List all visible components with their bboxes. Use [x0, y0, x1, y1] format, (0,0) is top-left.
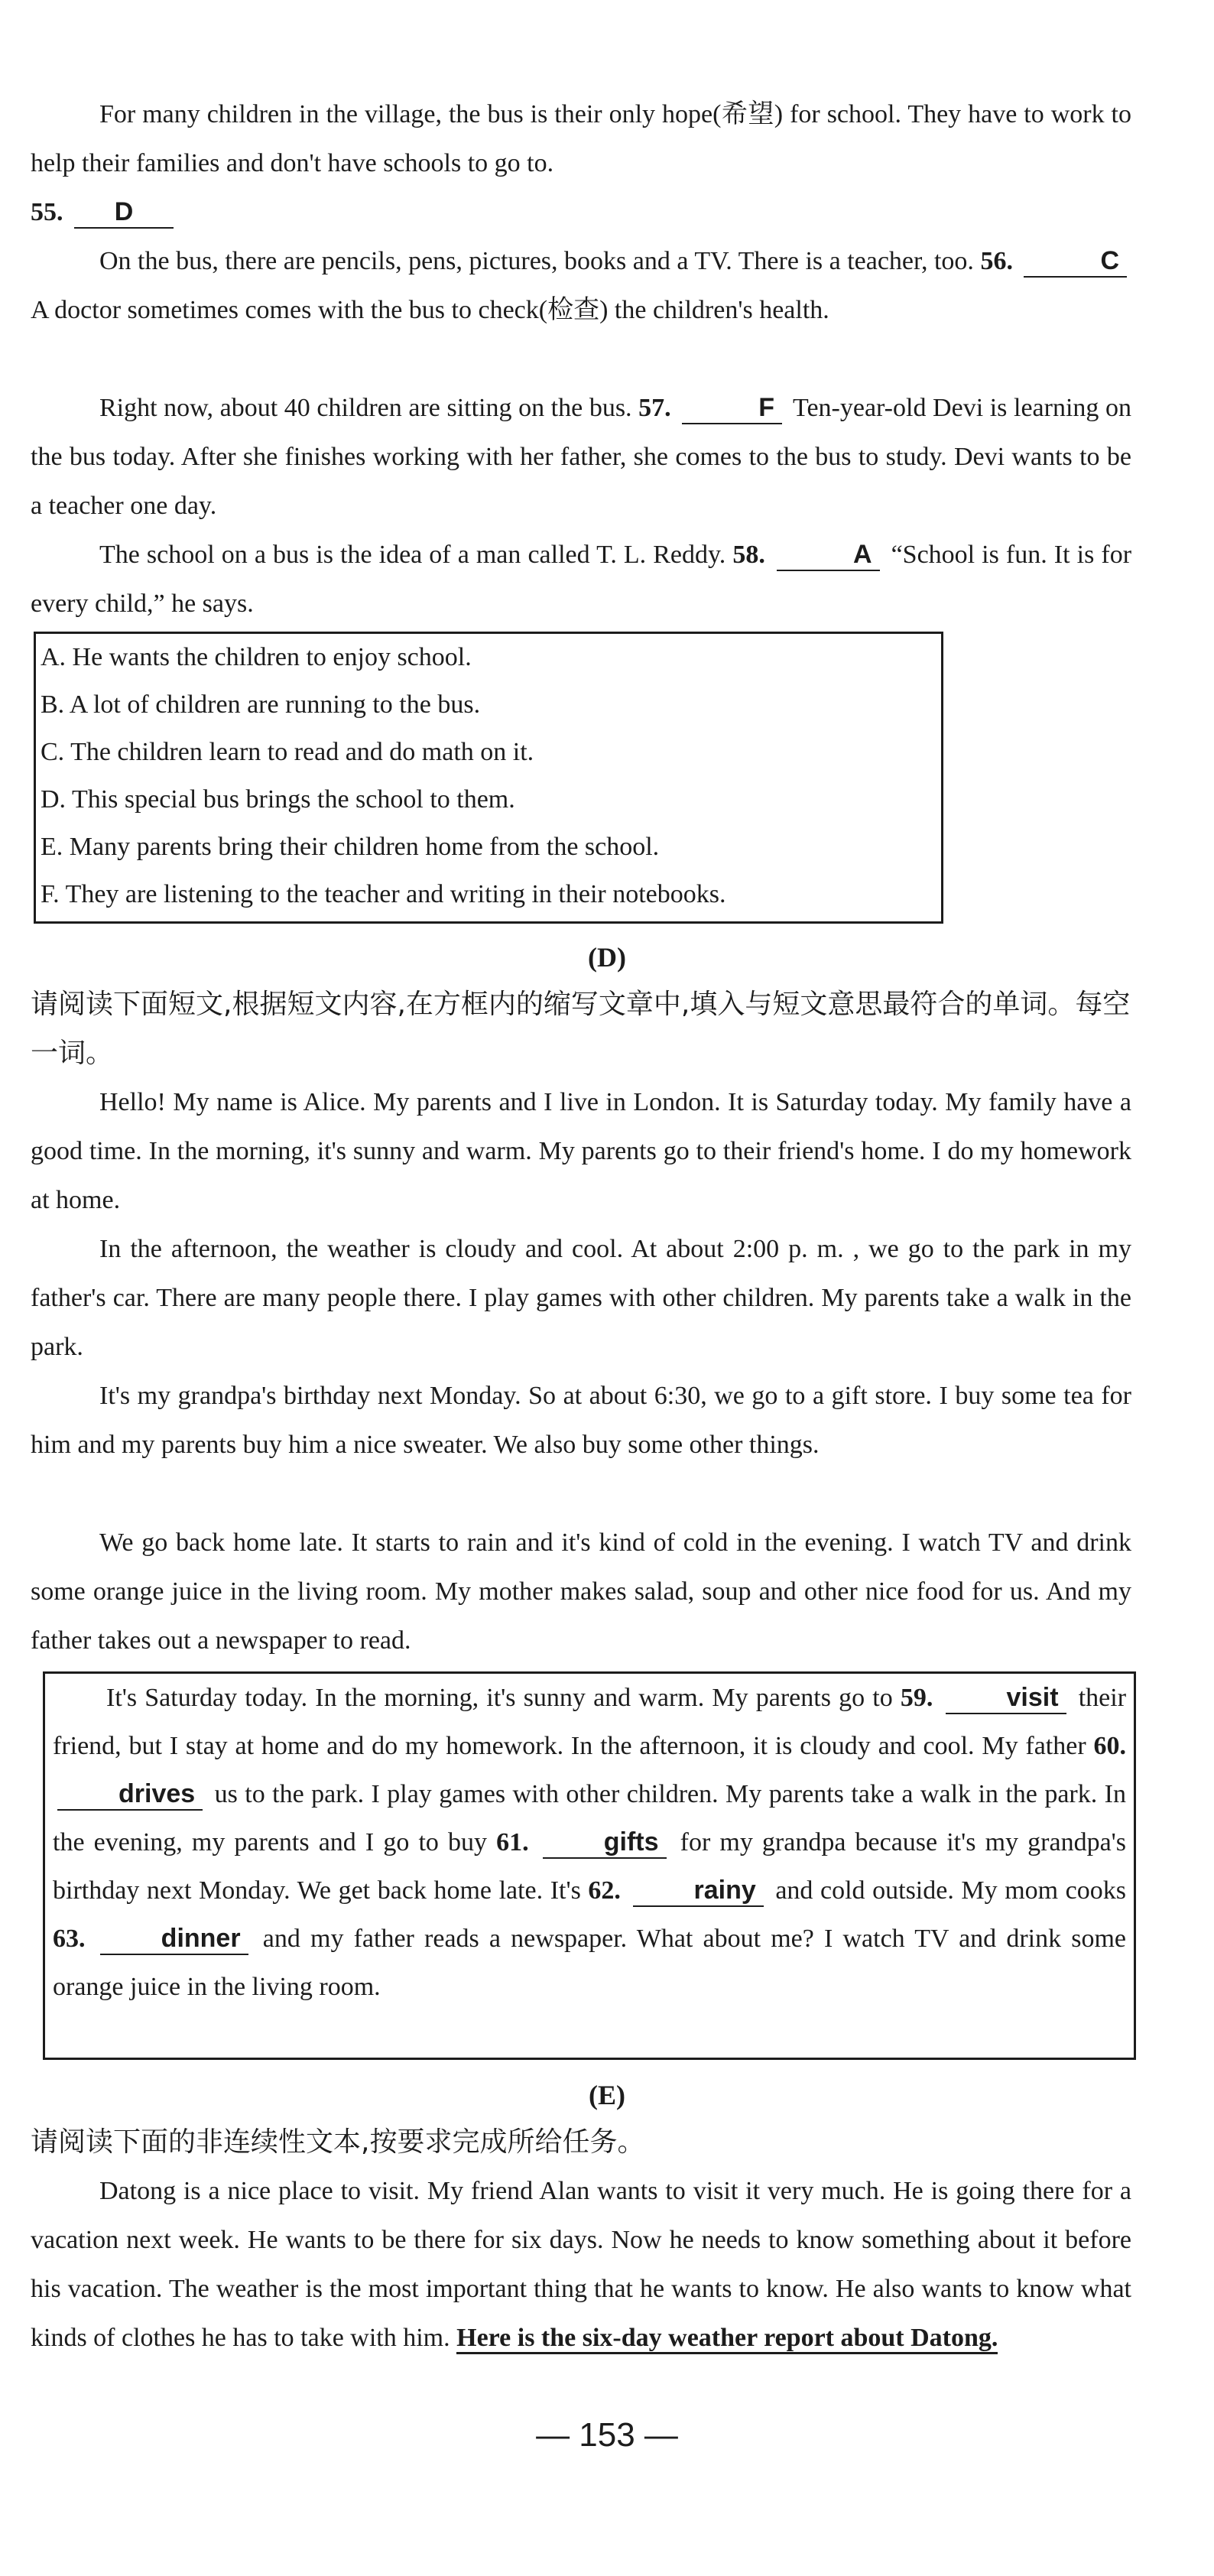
question-number: 60.: [1093, 1732, 1126, 1760]
question-number: 57.: [638, 394, 671, 422]
answer-57: F: [682, 392, 782, 424]
passage-e-paragraph: Datong is a nice place to visit. My friend Alan wants to visit it very much. He is going there for a vacation next week. He wants to be there for six days. Now he needs to know something about it before his vacation. The weather is the most important thing that he wants to know. He also wants to know what kinds of clothes he has to take with him. Here is the six-day weather report about Datong.: [31, 2167, 1131, 2363]
section-d-heading: (D): [588, 942, 626, 973]
passage-d-paragraph-3: It's my grandpa's birthday next Monday. So at about 6:30, we go to a gift store. I buy some tea for him and my parents buy him a nice sweater. We also buy some other things.: [31, 1382, 1131, 1459]
passage-d-paragraph-1: Hello! My name is Alice. My parents and I live in London. It is Saturday today. My family have a good time. In the morning, it's sunny and warm. My parents go to their friend's home. I do my homework at home.: [31, 1088, 1131, 1214]
section-d-instruction: 请阅读下面短文,根据短文内容,在方框内的缩写文章中,填入与短文意思最符合的单词。每空一词。: [31, 989, 1131, 1069]
answer-62: rainy: [633, 1875, 764, 1907]
question-number: 63.: [53, 1925, 86, 1953]
answer-58: A: [777, 539, 880, 571]
passage-c-paragraph-2: On the bus, there are pencils, pens, pictures, books and a TV. There is a teacher, too. 56. C A doctor sometimes comes with the bus to check(检查) the children's health.: [31, 237, 1131, 335]
page-number: — 153 —: [536, 2416, 678, 2454]
answer-63: dinner: [100, 1923, 248, 1955]
section-e-heading: (E): [589, 2080, 625, 2110]
option-c: C. The children learn to read and do math on it.: [41, 738, 534, 766]
question-number: 58.: [732, 541, 765, 569]
option-e: E. Many parents bring their children home from the school.: [41, 833, 660, 861]
option-a: A. He wants the children to enjoy school.: [41, 643, 472, 671]
section-e-instruction: 请阅读下面的非连续性文本,按要求完成所给任务。: [31, 2126, 645, 2158]
summary-text: It's Saturday today. In the morning, it's sunny and warm. My parents go to 59. visit their friend, but I stay at home and do my homework. In the afternoon, it is cloudy and cool. My father 60. drives us to the park. I play games with other children. My parents take a walk in the park. In the evening, my parents and I go to buy 61. gifts for my grandpa because it's my grandpa's birthday next Monday. We get back home late. It's 62. rainy and cold outside. My mom cooks 63. dinner and my father reads a newspaper. What about me? I watch TV and drink some orange juice in the living room.: [53, 1683, 1127, 2001]
passage-d-paragraph-2: In the afternoon, the weather is cloudy and cool. At about 2:00 p. m. , we go to the park in my father's car. There are many people there. I play games with other children. My parents take a walk in the park.: [31, 1235, 1131, 1361]
answer-56: C: [1024, 245, 1127, 278]
weather-report-heading: Here is the six-day weather report about Datong.: [456, 2324, 998, 2354]
option-d: D. This special bus brings the school to them.: [41, 785, 515, 814]
answer-55: D: [74, 197, 174, 229]
question-number: 61.: [496, 1828, 529, 1856]
question-number: 59.: [900, 1684, 933, 1712]
options-box: [34, 632, 943, 924]
question-number: 62.: [588, 1876, 621, 1905]
answer-59: visit: [946, 1682, 1066, 1714]
passage-d-paragraph-4: We go back home late. It starts to rain and it's kind of cold in the evening. I watch TV and drink some orange juice in the living room. My mother makes salad, soup and other nice food for us. And my father takes out a newspaper to read.: [31, 1528, 1131, 1655]
question-number: 56.: [980, 247, 1013, 275]
passage-c-paragraph-1: For many children in the village, the bus is their only hope(希望) for school. They have to work to help their families and don't have schools to go to.: [31, 100, 1131, 177]
option-f: F. They are listening to the teacher and writing in their notebooks.: [41, 880, 726, 908]
answer-61: gifts: [543, 1827, 667, 1859]
passage-c-paragraph-4: The school on a bus is the idea of a man called T. L. Reddy. 58. A “School is fun. It is for every child,” he says.: [31, 540, 1132, 618]
option-b: B. A lot of children are running to the bus.: [41, 690, 481, 719]
passage-c-paragraph-3: Right now, about 40 children are sitting on the bus. 57. F Ten-year-old Devi is learning on the bus today. After she finishes working with her father, she comes to the bus to study. Devi wants to be a teacher one day.: [31, 393, 1132, 520]
answer-60: drives: [57, 1779, 203, 1811]
question-number: 55.: [31, 198, 63, 226]
question-55-line: [31, 188, 1131, 237]
summary-box: [43, 1671, 1136, 2060]
